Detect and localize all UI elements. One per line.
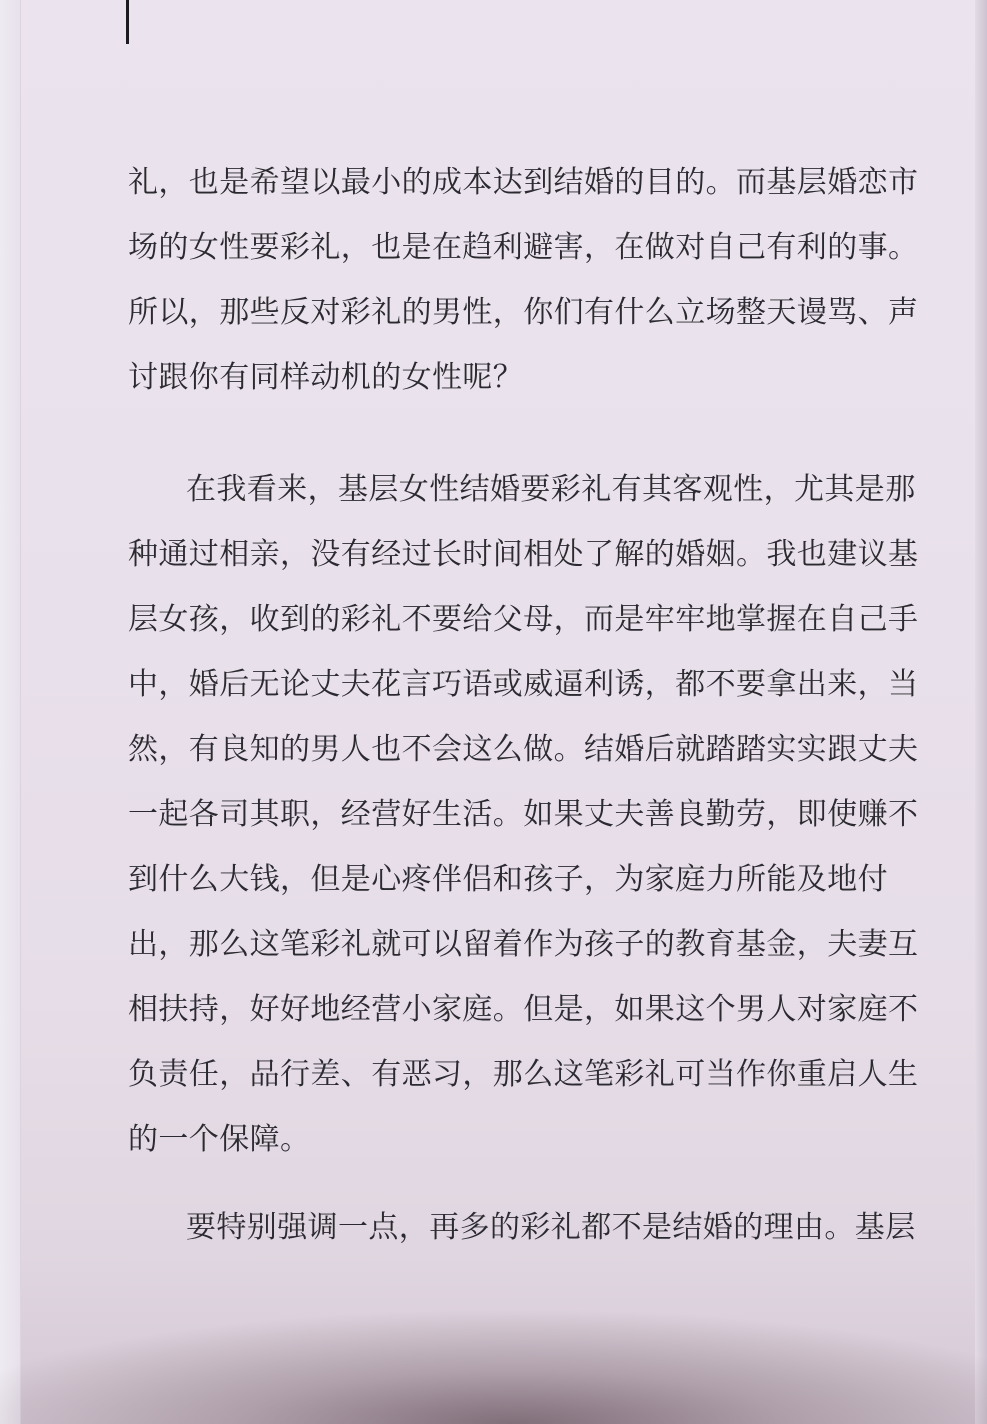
paragraph-1 [128,150,948,410]
text-line: 在我看来，基层女性结婚要彩礼有其客观性，尤其是那 [186,472,916,507]
text-line: 一起各司其职，经营好生活。如果丈夫善良勤劳，即使赚不 [128,797,919,832]
text-line: 礼，也是希望以最小的成本达到结婚的目的。而基层婚恋市 [128,165,919,200]
text-line: 所以，那些反对彩礼的男性，你们有什么立场整天谩骂、声 [128,295,919,330]
bottom-shadow [0,1284,987,1424]
page-corner-mark [126,0,129,44]
text-line: 的一个保障。 [128,1122,311,1157]
text-line: 讨跟你有同样动机的女性呢？ [128,360,524,395]
text-line: 到什么大钱，但是心疼伴侣和孩子，为家庭力所能及地付 [128,862,888,897]
page-left-edge [0,0,21,1424]
text-line: 层女孩，收到的彩礼不要给父母，而是牢牢地掌握在自己手 [128,602,919,637]
text-line: 负责任，品行差、有恶习，那么这笔彩礼可当作你重启人生 [128,1057,919,1092]
text-line: 出，那么这笔彩礼就可以留着作为孩子的教育基金，夫妻互 [128,927,919,962]
text-line: 场的女性要彩礼，也是在趋利避害，在做对自己有利的事。 [128,230,919,265]
text-line: 种通过相亲，没有经过长时间相处了解的婚姻。我也建议基 [128,537,919,572]
page-right-edge [975,0,987,1424]
text-line: 中，婚后无论丈夫花言巧语或威逼利诱，都不要拿出来，当 [128,667,919,702]
text-line: 相扶持，好好地经营小家庭。但是，如果这个男人对家庭不 [128,992,919,1027]
paragraph-2 [128,457,948,1172]
text-line: 然，有良知的男人也不会这么做。结婚后就踏踏实实跟丈夫 [128,732,919,767]
text-line: 要特别强调一点，再多的彩礼都不是结婚的理由。基层 [186,1210,916,1245]
paragraph-3 [128,1195,948,1260]
